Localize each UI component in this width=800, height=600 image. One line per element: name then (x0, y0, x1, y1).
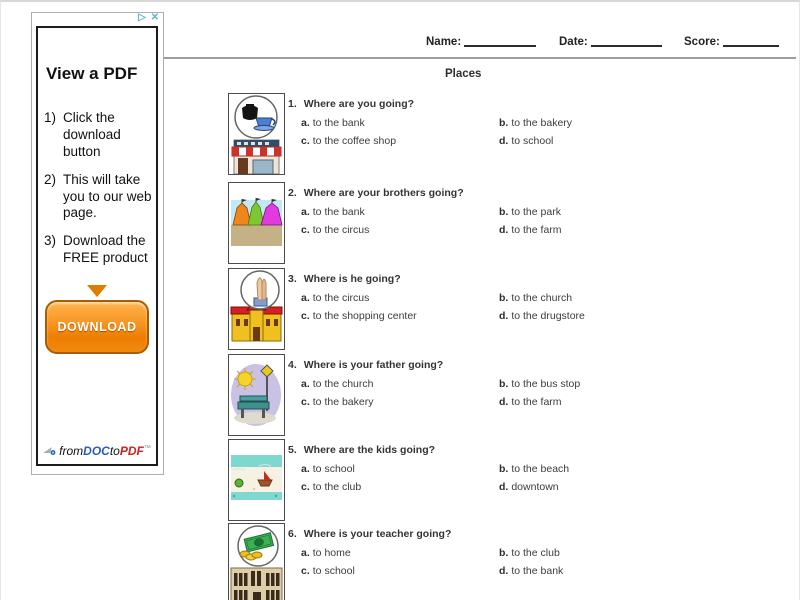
date-blank-line (591, 35, 662, 47)
date-field (559, 35, 662, 48)
option-a: a. to school (301, 463, 355, 475)
question-number: 1. (288, 98, 297, 110)
ad-close-icon[interactable]: ✕ (150, 12, 160, 23)
question-row (1, 523, 800, 600)
option-c: c. to the shopping center (301, 310, 417, 322)
option-b: b. to the bakery (499, 117, 573, 129)
question-text: 5. Where are the kids going? (288, 444, 436, 456)
question-number: 2. (288, 187, 297, 199)
option-a: a. to the church (301, 378, 374, 390)
page-title: Places (445, 68, 482, 80)
beach-image (228, 439, 285, 521)
option-d: d. to the farm (499, 224, 562, 236)
download-button[interactable]: DOWNLOAD (45, 300, 149, 354)
option-d: d. to the bank (499, 565, 564, 577)
ad-step-number: 1) (44, 110, 57, 125)
option-c: c. to the bakery (301, 396, 374, 408)
ad-step-text: This will take you to our web page. (63, 171, 152, 221)
option-a: a. to the bank (301, 206, 365, 218)
option-a: a. to the circus (301, 292, 370, 304)
logo-to: to (109, 444, 120, 458)
score-label: Score: (684, 36, 720, 48)
option-c: c. to school (301, 565, 355, 577)
name-field (426, 35, 536, 48)
name-label: Name: (426, 36, 462, 48)
question-number: 5. (288, 444, 297, 456)
option-a: a. to home (301, 547, 351, 559)
question-row (1, 354, 800, 440)
option-b: b. to the beach (499, 463, 570, 475)
coffee-shop-image (228, 93, 285, 175)
option-d: d. downtown (499, 481, 559, 493)
circus-tents-image (228, 182, 285, 264)
option-b: b. to the church (499, 292, 573, 304)
question-text: 3. Where is he going? (288, 273, 401, 285)
score-field (684, 35, 779, 48)
question-number: 3. (288, 273, 297, 285)
logo-doc: DOC (83, 444, 110, 458)
option-d: d. to school (499, 135, 554, 147)
bus-stop-image (228, 354, 285, 436)
ad-step-number: 3) (44, 233, 57, 249)
ad-title: View a PDF (46, 64, 138, 83)
option-b: b. to the park (499, 206, 561, 218)
question-text: 2. Where are your brothers going? (288, 187, 464, 199)
option-b: b. to the bus stop (499, 378, 581, 390)
logo-from: from (59, 444, 84, 458)
option-b: b. to the club (499, 547, 560, 559)
ad-step-number: 2) (44, 171, 57, 187)
option-c: c. to the club (301, 481, 362, 493)
option-d: d. to the drugstore (499, 310, 585, 322)
question-text: 6. Where is your teacher going? (288, 528, 452, 540)
logo-pdf: PDF (119, 444, 144, 458)
question-text: 1. Where are you going? (288, 98, 415, 110)
question-number: 6. (288, 528, 297, 540)
bank-money-image (228, 523, 285, 600)
question-row (1, 439, 800, 525)
name-blank-line (464, 35, 536, 47)
adchoices-controls (138, 11, 160, 25)
option-c: c. to the circus (301, 224, 370, 236)
option-d: d. to the farm (499, 396, 562, 408)
question-row (1, 268, 800, 354)
question-row (1, 182, 800, 268)
option-c: c. to the coffee shop (301, 135, 397, 147)
ad-step-text: Download the FREE product (63, 233, 148, 266)
question-row (1, 93, 800, 179)
score-blank-line (723, 35, 779, 47)
question-number: 4. (288, 359, 297, 371)
logo-tm: ™ (143, 445, 151, 452)
ad-step-text: Click the download button (63, 110, 121, 159)
date-label: Date: (559, 36, 588, 48)
question-text: 4. Where is your father going? (288, 359, 444, 371)
header-divider (164, 57, 796, 59)
adchoices-icon[interactable]: ▷ (138, 12, 147, 23)
church-image (228, 268, 285, 350)
option-a: a. to the bank (301, 117, 365, 129)
